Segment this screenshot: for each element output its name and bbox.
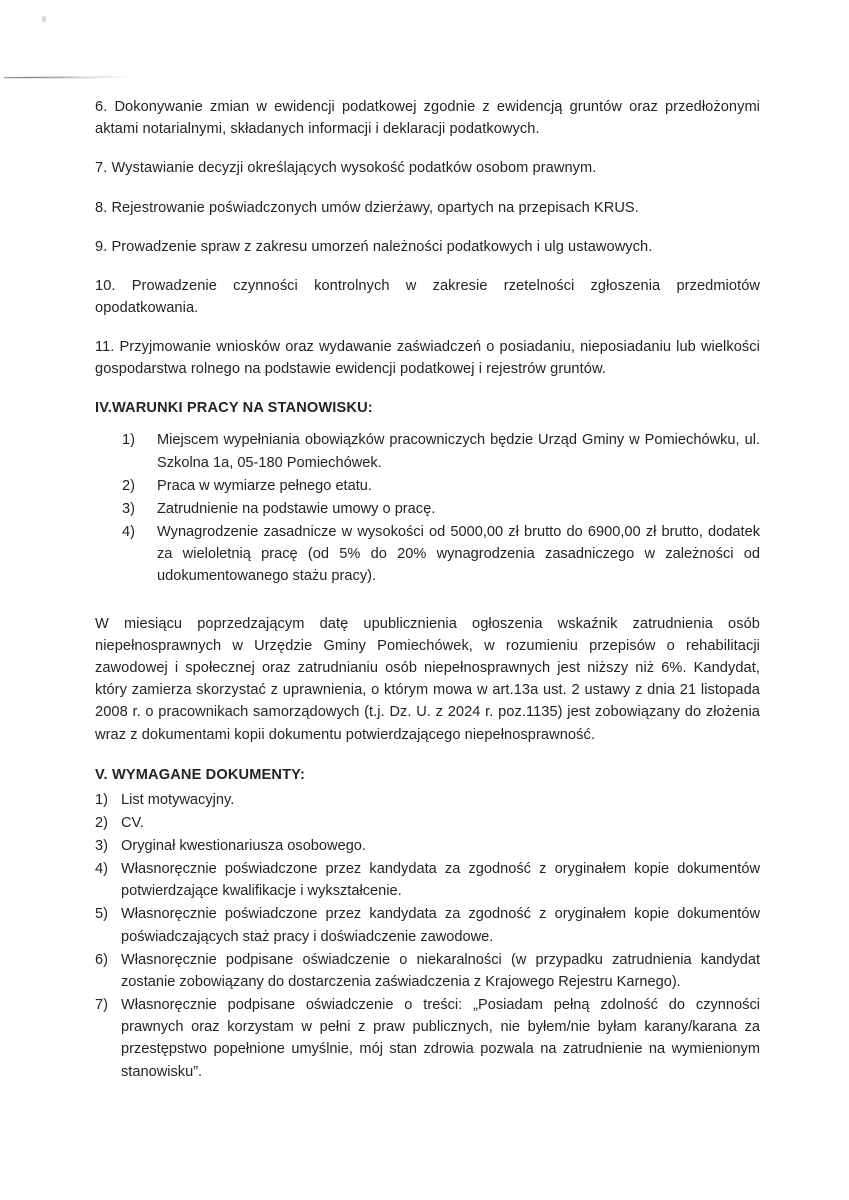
list-item — [95, 994, 760, 1083]
section-heading-v: V. WYMAGANE DOKUMENTY: — [95, 766, 305, 783]
section-heading-iv: IV.WARUNKI PRACY NA STANOWISKU: — [95, 399, 373, 416]
list-item — [95, 521, 760, 588]
list-item — [95, 429, 760, 473]
list-item-marker: 3) — [95, 837, 108, 854]
list-item-text: Wynagrodzenie zasadnicze w wysokości od 5000,00 zł brutto do 6900,00 zł brutto, dodatek za wieloletnią pracę (od 5% do 20% wynagrodzenia zasadniczego w zależności od udokumentowanego stażu pracy). — [157, 524, 760, 585]
list-item-marker: 4) — [95, 861, 108, 878]
list-item — [95, 858, 760, 902]
disability-indicator-paragraph: W miesiącu poprzedzającym datę upublicznienia ogłoszenia wskaźnik zatrudnienia osób niepełnosprawnych w Urzędzie Gminy Pomiechówek, w rozumieniu przepisów o rehabilitacji zawodowej i społecznej oraz zatrudnianiu osób niepełnosprawnych jest niższy niż 6%. Kandydat, który zamierza skorzystać z uprawnienia, o którym mowa w art.13a ust. 2 ustawy z dnia 21 listopada 2008 r. o pracownikach samorządowych (t.j. Dz. U. z 2024 r. poz.1135) jest zobowiązany do złożenia wraz z dokumentami kopii dokumentu potwierdzającego niepełnosprawność. — [95, 615, 760, 743]
list-item-text: Zatrudnienie na podstawie umowy o pracę. — [157, 500, 436, 517]
duty-paragraph-9: 9. Prowadzenie spraw z zakresu umorzeń należności podatkowych i ulg ustawowych. — [95, 238, 653, 255]
list-item — [95, 475, 760, 497]
list-item — [95, 789, 760, 811]
scan-speck-artifact-icon — [42, 16, 46, 22]
list-item-marker: 1) — [95, 791, 108, 808]
duty-paragraph-11: 11. Przyjmowanie wniosków oraz wydawanie zaświadczeń o posiadaniu, nieposiadaniu lub wielkości gospodarstwa rolnego na podstawie ewidencji podatkowej i rejestrów gruntów. — [95, 339, 760, 378]
duty-paragraph-10: 10. Prowadzenie czynności kontrolnych w zakresie rzetelności zgłoszenia przedmiotów opodatkowania. — [95, 277, 760, 317]
list-item-marker: 3) — [122, 500, 135, 517]
list-item-text: Własnoręcznie poświadczone przez kandydata za zgodność z oryginałem kopie dokumentów poświadczających staż pracy i doświadczenie zawodowe. — [121, 906, 760, 945]
list-item-text: Własnoręcznie poświadczone przez kandydata za zgodność z oryginałem kopie dokumentów potwierdzające kwalifikacje i wykształcenie. — [121, 861, 760, 900]
list-item — [95, 949, 760, 993]
list-item-marker: 2) — [122, 477, 135, 494]
paragraph-spacer — [95, 604, 760, 613]
list-item-marker: 6) — [95, 951, 108, 968]
list-item-marker: 4) — [122, 524, 135, 541]
list-item-text: List motywacyjny. — [121, 791, 235, 808]
list-item-marker: 1) — [122, 432, 135, 449]
list-item-marker: 5) — [95, 906, 108, 923]
list-item-text: Praca w wymiarze pełnego etatu. — [157, 477, 372, 494]
duty-paragraph-6: 6. Dokonywanie zmian w ewidencji podatkowej zgodnie z ewidencją gruntów oraz przedłożonymi aktami notarialnymi, składanych informacji i deklaracji podatkowych. — [95, 99, 760, 138]
duty-paragraph-8: 8. Rejestrowanie poświadczonych umów dzierżawy, opartych na przepisach KRUS. — [95, 199, 639, 216]
scan-streak-artifact-icon — [4, 76, 137, 78]
list-item-text: Miejscem wypełniania obowiązków pracowniczych będzie Urząd Gminy w Pomiechówku, ul. Szkolna 1a, 05-180 Pomiechówek. — [157, 432, 760, 471]
list-item — [95, 903, 760, 947]
list-item-text: CV. — [121, 814, 144, 831]
duty-paragraph-7: 7. Wystawianie decyzji określających wysokość podatków osobom prawnym. — [95, 160, 597, 177]
list-item-marker: 7) — [95, 997, 108, 1014]
list-item-text: Własnoręcznie podpisane oświadczenie o treści: „Posiadam pełną zdolność do czynności prawnych oraz korzystam w pełni z praw publicznych, nie byłem/nie byłam karany/karana za przestępstwo popełnione umyślnie, mój stan zdrowia pozwala na zatrudnienie na wymienionym stanowisku”. — [121, 997, 760, 1080]
list-item — [95, 812, 760, 834]
document-text-body — [95, 96, 760, 1084]
required-documents-list — [95, 789, 760, 1083]
list-item — [95, 835, 760, 857]
list-item-text: Oryginał kwestionariusza osobowego. — [121, 837, 366, 854]
working-conditions-list — [95, 429, 760, 587]
list-item — [95, 498, 760, 520]
list-item-marker: 2) — [95, 814, 108, 831]
list-item-text: Własnoręcznie podpisane oświadczenie o niekaralności (w przypadku zatrudnienia kandydat zostanie zobowiązany do dostarczenia zaświadczenia z Krajowego Rejestru Karnego). — [121, 951, 760, 990]
